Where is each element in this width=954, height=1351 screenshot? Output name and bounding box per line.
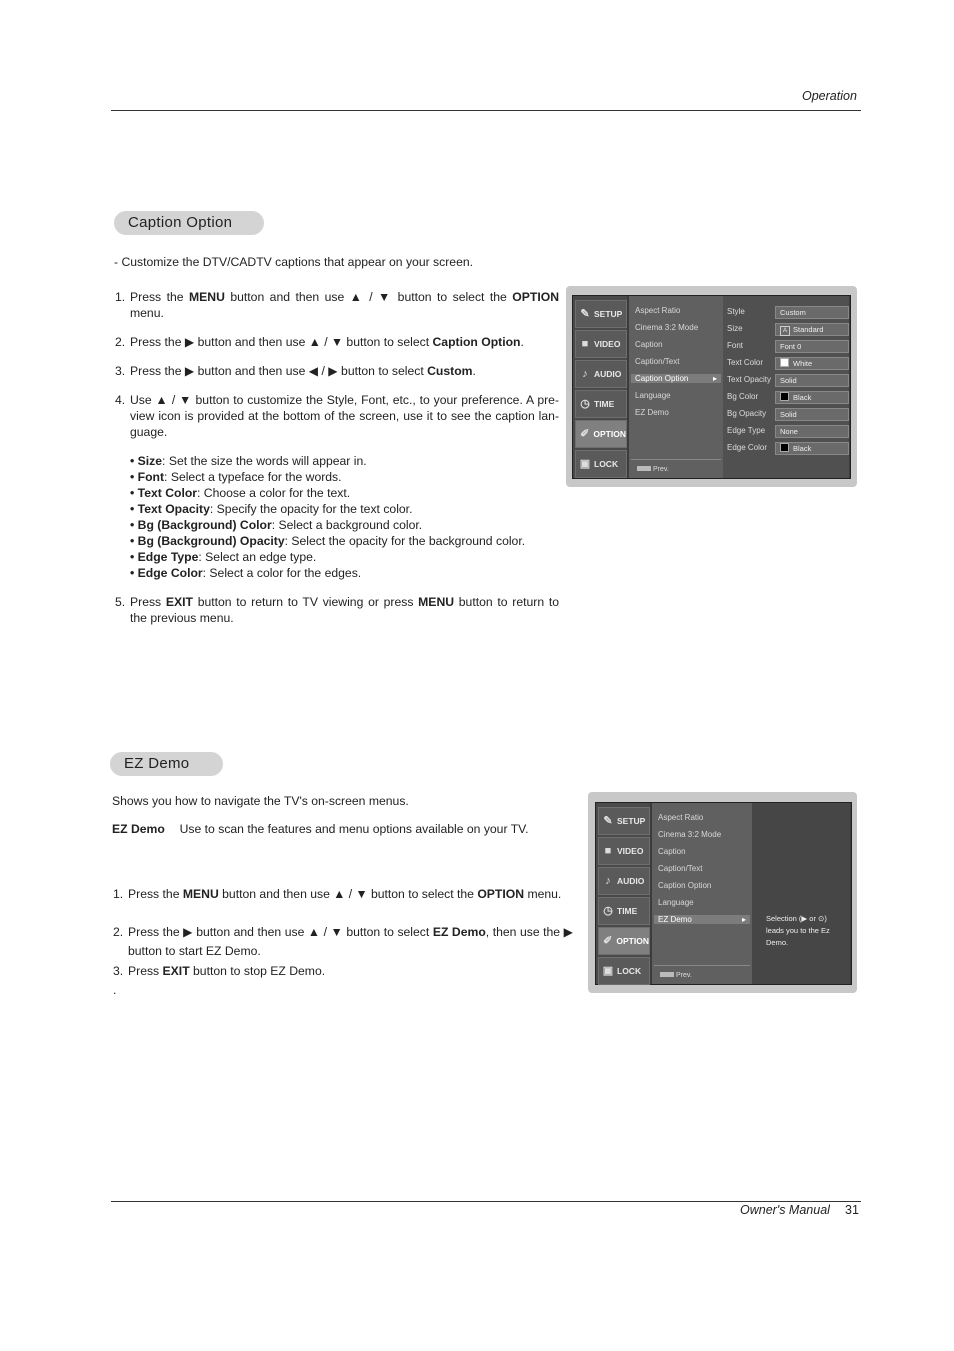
menu-tab-label: SETUP (594, 309, 623, 319)
chevron-right-icon: ▸ (712, 374, 717, 383)
ez-demo-definition (112, 821, 529, 837)
setting-value-text: Solid (780, 410, 797, 419)
bullet-term: • Bg (Background) Opacity (130, 534, 285, 548)
ez-demo-trailing: . (113, 983, 117, 997)
bullet-desc: : Choose a color for the text. (197, 486, 351, 500)
menu-item (658, 898, 694, 907)
color-swatch (780, 392, 789, 401)
menu-tab-label: LOCK (617, 966, 642, 976)
step-number: 4. (115, 393, 126, 407)
menu-item (658, 881, 711, 890)
setting-label: Edge Type (727, 426, 766, 435)
step-text: Press the ▶ button and then use ◀ / ▶ button to select (130, 364, 428, 378)
step-text: button to return to the previous menu. (130, 595, 559, 625)
menu-screenshot-ez-demo (588, 792, 857, 993)
bullet-desc: : Set the size the words will appear in. (162, 454, 367, 468)
step-body (128, 962, 573, 981)
menu-item-label: Caption Option (635, 374, 689, 383)
setting-value-text: Standard (793, 325, 824, 334)
caption-option-step (115, 289, 559, 321)
bullet-term: • Bg (Background) Color (130, 518, 272, 532)
menu-screenshot-caption-option (566, 286, 857, 487)
caption-option-intro: - Customize the DTV/CADTV captions that appear on your screen. (114, 255, 474, 269)
caption-setting-bullet (130, 469, 342, 485)
step-number: 3. (115, 364, 126, 378)
ez-demo-info-text: Selection (▶ or ⊙) leads you to the Ez Demo. (766, 914, 830, 947)
step-text: Press the ▶ button and then use ▲ / ▼ button to select (128, 925, 433, 939)
menu-tab-label: TIME (594, 399, 615, 409)
tv-screen (595, 802, 852, 985)
bullet-term: • Edge Color (130, 566, 203, 580)
menu-item-column (652, 803, 752, 984)
setting-value-text: Black (793, 393, 812, 402)
menu-tab-video (575, 330, 627, 358)
size-a-icon: A (780, 326, 790, 336)
bullet-desc: : Select a color for the edges. (202, 566, 362, 580)
menu-item (635, 357, 679, 366)
setting-label: Bg Opacity (727, 409, 767, 418)
ez-demo-info-panel (752, 803, 850, 984)
bullet-desc: : Select a background color. (271, 518, 423, 532)
step-body (128, 885, 573, 904)
caption-option-step (115, 594, 559, 626)
step-number: 2. (115, 335, 126, 349)
caption-setting-bullet (130, 565, 361, 581)
menu-item-label: Language (635, 391, 671, 400)
ez-demo-definition-term: EZ Demo (112, 822, 165, 836)
menu-tab-label: AUDIO (594, 369, 622, 379)
menu-key-icon (637, 466, 651, 471)
step-body (130, 289, 559, 321)
prev-hint (637, 466, 669, 473)
bullet-term: • Size (130, 454, 163, 468)
step-text: menu. (524, 887, 562, 901)
menu-item-label: Caption/Text (635, 357, 680, 366)
step-text: Press (130, 595, 166, 609)
bullet-term: • Font (130, 470, 165, 484)
footer-manual-title: Owner's Manual (740, 1203, 830, 1217)
step-body (128, 923, 573, 961)
menu-item-label: EZ Demo (658, 915, 692, 924)
bullet-desc: : Select the opacity for the background color. (284, 534, 526, 548)
setting-value (775, 408, 849, 421)
menu-item-label: Caption (635, 340, 663, 349)
step-keyword: OPTION (477, 887, 525, 901)
step-keyword: OPTION (512, 290, 560, 304)
setting-value-text: Solid (780, 376, 797, 385)
menu-item-label: EZ Demo (635, 408, 669, 417)
step-text: button and then use ▲ / ▼ button to select the (218, 887, 478, 901)
section-title-caption-option: Caption Option (114, 211, 264, 235)
step-keyword: Caption Option (432, 335, 521, 349)
caption-setting-bullet (130, 453, 367, 469)
section-title-ez-demo: EZ Demo (110, 752, 223, 776)
chevron-right-icon: ▸ (741, 915, 746, 924)
menu-tab-audio (598, 867, 650, 895)
step-body (130, 334, 559, 350)
running-header: Operation (802, 89, 857, 103)
bullet-desc: : Specify the opacity for the text color. (209, 502, 413, 516)
ez-demo-step (113, 962, 573, 981)
setting-value (775, 340, 849, 353)
menu-item-label: Caption Option (658, 881, 712, 890)
header-rule (111, 110, 861, 111)
step-text: Press the (128, 887, 183, 901)
menu-tab-video (598, 837, 650, 865)
audio-icon: ♪ (605, 875, 611, 887)
caption-settings-column (723, 296, 849, 478)
caption-option-step (115, 363, 559, 379)
step-keyword: Custom (427, 364, 473, 378)
step-body (130, 363, 559, 379)
setting-value (775, 442, 849, 455)
menu-item-label: Aspect Ratio (635, 306, 681, 315)
bullet-term: • Text Opacity (130, 502, 210, 516)
wrench-icon: ✎ (580, 308, 590, 320)
menu-tab-audio (575, 360, 627, 388)
bullet-desc: : Select a typeface for the words. (164, 470, 342, 484)
step-number: 3. (113, 964, 124, 978)
divider (654, 965, 750, 966)
caption-setting-bullet (130, 533, 525, 549)
bullet-term: • Text Color (130, 486, 198, 500)
step-text: Press (128, 964, 163, 978)
menu-item (635, 323, 698, 332)
menu-item (635, 340, 663, 349)
step-text: menu. (130, 306, 164, 320)
setting-value (775, 357, 849, 370)
menu-tab-label: SETUP (617, 816, 646, 826)
option-icon: ✐ (603, 935, 613, 947)
menu-tab-label: LOCK (594, 459, 619, 469)
menu-item (658, 830, 721, 839)
clock-icon: ◷ (603, 905, 613, 917)
step-keyword: MENU (182, 887, 219, 901)
menu-item (658, 813, 703, 822)
menu-item (654, 915, 750, 924)
step-number: 2. (113, 925, 124, 939)
video-icon: ■ (604, 845, 612, 857)
step-keyword: MENU (189, 290, 225, 304)
setting-value (775, 425, 849, 438)
menu-tab-setup (598, 807, 650, 835)
menu-tab-lock (575, 450, 627, 478)
menu-tab-label: VIDEO (617, 846, 644, 856)
ez-demo-intro: Shows you how to navigate the TV's on-screen menus. (112, 794, 409, 808)
menu-item (658, 847, 686, 856)
wrench-icon: ✎ (603, 815, 613, 827)
clock-icon: ◷ (580, 398, 590, 410)
setting-value (775, 391, 849, 404)
caption-setting-bullet (130, 501, 412, 517)
step-text: button to stop EZ Demo. (189, 964, 326, 978)
menu-icon-column (573, 296, 627, 478)
setting-label: Bg Color (727, 392, 759, 401)
menu-tab-option (575, 420, 627, 448)
setting-label: Edge Color (727, 443, 768, 452)
menu-item (635, 391, 671, 400)
footer-rule (111, 1201, 861, 1202)
menu-tab-time (598, 897, 650, 925)
option-icon: ✐ (580, 428, 590, 440)
color-swatch (780, 443, 789, 452)
divider (631, 459, 721, 460)
prev-label: Prev. (676, 972, 692, 979)
menu-item-label: Cinema 3:2 Mode (635, 323, 699, 332)
setting-value (775, 306, 849, 319)
step-text: Press the (130, 290, 189, 304)
lock-icon: ▣ (579, 458, 591, 470)
step-keyword: EXIT (165, 595, 193, 609)
ez-demo-step (113, 885, 573, 904)
menu-tab-option (598, 927, 650, 955)
menu-item-label: Caption/Text (658, 864, 703, 873)
menu-tab-setup (575, 300, 627, 328)
step-keyword: EZ Demo (432, 925, 486, 939)
setting-label: Font (727, 341, 744, 350)
setting-value-text: Custom (780, 308, 806, 317)
step-text: button to return to TV viewing or press (192, 595, 419, 609)
color-swatch (780, 358, 789, 367)
menu-tab-label: VIDEO (594, 339, 621, 349)
bullet-term: • Edge Type (130, 550, 199, 564)
step-number: 1. (113, 887, 124, 901)
step-text: . (520, 335, 524, 349)
setting-value-text: Black (793, 444, 812, 453)
setting-value-text: White (793, 359, 813, 368)
prev-label: Prev. (653, 466, 669, 473)
tv-screen (572, 295, 851, 479)
step-number: 1. (115, 290, 126, 304)
setting-value (775, 323, 849, 336)
menu-item-label: Language (658, 898, 694, 907)
menu-tab-time (575, 390, 627, 418)
setting-label: Text Opacity (727, 375, 772, 384)
menu-tab-lock (598, 957, 650, 985)
menu-item-column (629, 296, 723, 478)
setting-value-text: None (780, 427, 798, 436)
step-keyword: EXIT (162, 964, 190, 978)
menu-key-icon (660, 972, 674, 977)
step-body: Use ▲ / ▼ button to customize the Style, Font, etc., to your preference. A pre-view icon is provided at the bottom of the screen, use it to see the caption lan-guage. (130, 393, 559, 439)
menu-item (635, 408, 669, 417)
step-text: Press the ▶ button and then use ▲ / ▼ button to select (130, 335, 433, 349)
menu-tab-label: OPTION (593, 429, 626, 439)
menu-item (635, 306, 680, 315)
step-text: , then use the ▶ button to start EZ Demo. (128, 925, 573, 958)
page-number: 31 (845, 1203, 859, 1217)
setting-value-text: Font 0 (780, 342, 802, 351)
video-icon: ■ (581, 338, 589, 350)
lock-icon: ▣ (602, 965, 614, 977)
setting-label: Size (727, 324, 743, 333)
setting-label: Style (727, 307, 745, 316)
ez-demo-step (113, 923, 573, 961)
menu-item (658, 864, 702, 873)
step-number: 5. (115, 595, 126, 609)
menu-icon-column (596, 803, 650, 984)
caption-setting-bullet (130, 517, 422, 533)
caption-option-step (115, 334, 559, 350)
audio-icon: ♪ (582, 368, 588, 380)
menu-item-label: Aspect Ratio (658, 813, 704, 822)
caption-setting-bullet (130, 485, 350, 501)
caption-setting-bullet (130, 549, 316, 565)
prev-hint (660, 972, 692, 979)
setting-value (775, 374, 849, 387)
step-keyword: MENU (418, 595, 455, 609)
menu-tab-label: OPTION (616, 936, 649, 946)
setting-label: Text Color (727, 358, 764, 367)
menu-tab-label: TIME (617, 906, 638, 916)
ez-demo-definition-text: Use to scan the features and menu options available on your TV. (179, 822, 529, 836)
step-body (130, 594, 559, 626)
menu-item (631, 374, 721, 383)
menu-item-label: Caption (658, 847, 686, 856)
step-text: . (472, 364, 476, 378)
caption-option-step (115, 392, 559, 440)
bullet-desc: : Select an edge type. (198, 550, 317, 564)
step-text: button and then use ▲ / ▼ button to select the (224, 290, 513, 304)
menu-tab-label: AUDIO (617, 876, 645, 886)
menu-item-label: Cinema 3:2 Mode (658, 830, 722, 839)
